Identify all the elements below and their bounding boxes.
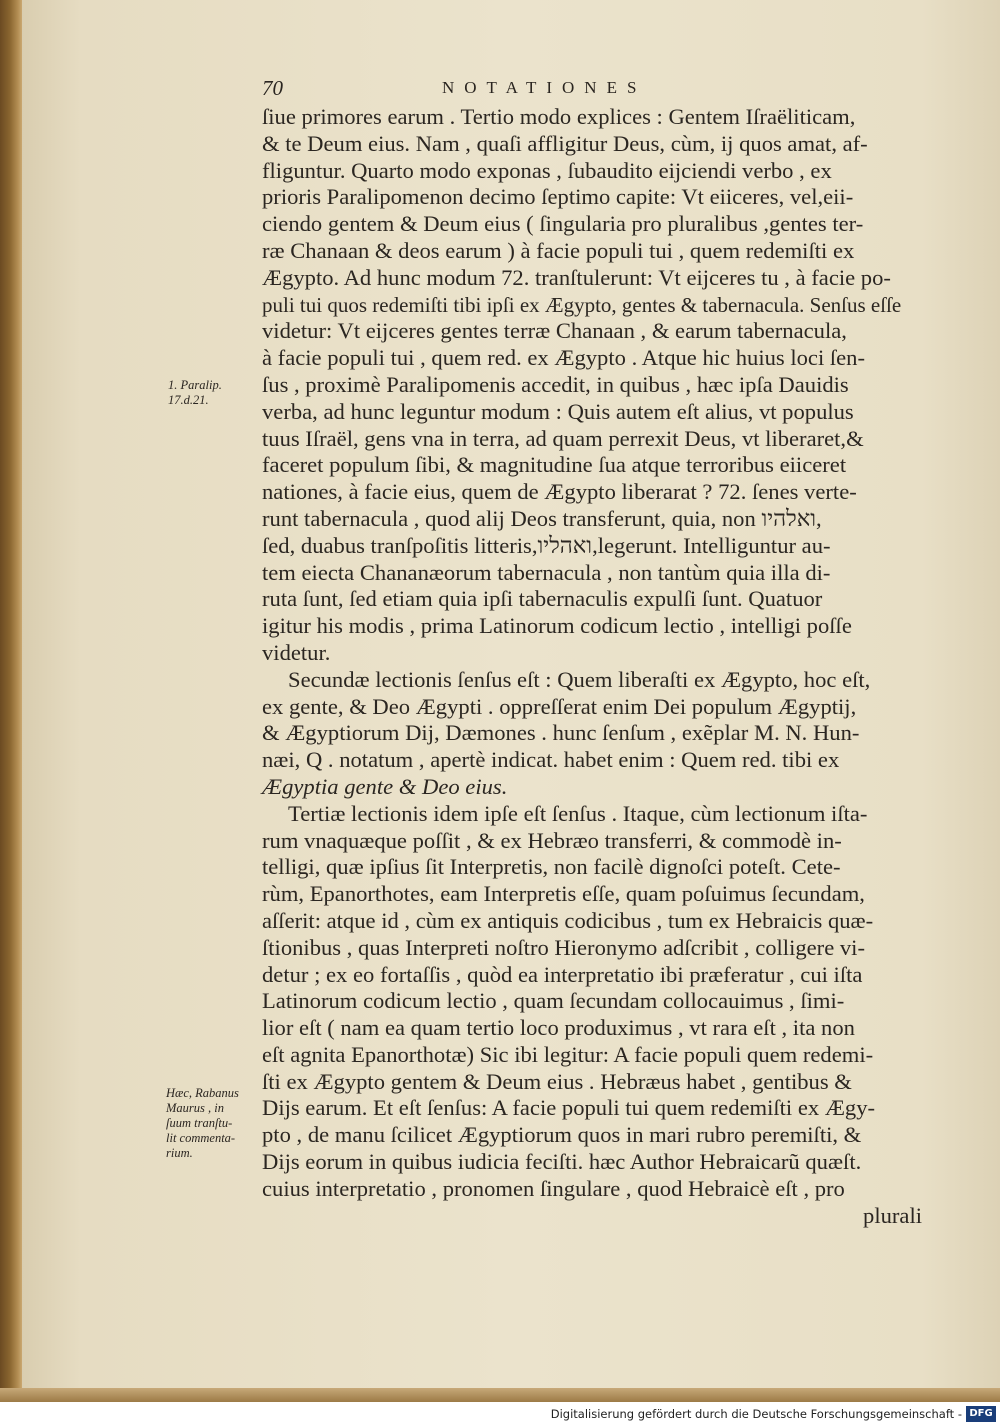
margin-note-line: 17.d.21. [168,393,209,407]
text-line: pto , de manu ſcilicet Ægyptiorum quos in mari rubro peremiſti, & [262,1122,862,1148]
text-line: Dijs earum. Et eſt ſenſus: A facie populi tui quem redemiſti ex Ægy- [262,1095,876,1121]
margin-note-paralip [168,378,222,408]
margin-note-line: lit commenta- [166,1131,236,1145]
text-line: & Ægyptiorum Dij, Dæmones . hunc ſenſum , exẽplar M. N. Hun- [262,720,860,746]
text-line: detur ; ex eo fortaſſis , quòd ea interpretatio ibi præferatur , cui iſta [262,961,863,987]
dfg-logo: DFG [966,1406,996,1422]
text-line: tuus Iſraël, gens vna in terra, ad quam perrexit Deus, vt liberaret,& [262,425,864,451]
catchword: plurali [863,1202,922,1228]
text-line: Secundæ lectionis ſenſus eſt : Quem liberaſti ex Ægypto, hoc eſt, [288,666,871,692]
text-line: ruta ſunt, ſed etiam quia ipſi tabernaculis expulſi ſunt. Quatuor [262,586,823,612]
text-line: ræ Chanaan & deos earum ) à facie populi tui , quem redemiſti ex [262,237,855,263]
text-line: faceret populum ſibi, & magnitudine ſua atque terroribus eiiceret [262,452,847,478]
margin-note-line: Maurus , in [166,1101,224,1115]
text-line: ſti ex Ægypto gentem & Deum eius . Hebræus habet , gentibus & [262,1068,852,1094]
text-line: puli tui quos redemiſti tibi ipſi ex Ægypto, gentes & tabernacula. Senſus eſſe [262,292,902,317]
page-header [262,76,922,104]
margin-note-line: Hæc, Rabanus [166,1086,239,1100]
text-line: eſt agnita Epanorthotæ) Sic ibi legitur: A facie populi quem redemi- [262,1041,874,1067]
text-line: lior eſt ( nam ea quam tertio loco produximus , vt rara eſt , ita non [262,1015,855,1041]
text-line: ſtionibus , quas Interpreti noſtro Hieronymo adſcribit , colligere vi- [262,934,865,960]
text-line: ſiue primores earum . Tertio modo explices : Gentem Iſraëliticam, [262,104,856,129]
text-line: verba, ad hunc leguntur modum : Quis autem eſt alius, vt populus [262,398,854,424]
text-line: prioris Paralipomenon decimo ſeptimo capite: Vt eiiceres, vel,eii- [262,184,854,210]
text-line: cuius interpretatio , pronomen ſingulare , quod Hebraicè eſt , pro [262,1175,845,1201]
footer-credit: Digitalisierung gefördert durch die Deutsche Forschungsgemeinschaft - [550,1407,962,1421]
running-head: NOTATIONES [442,78,647,97]
text-line: fliguntur. Quarto modo exponas , ſubaudito eijciendi verbo , ex [262,157,832,183]
text-line: ſed, duabus tranſpoſitis litteris,ואהליו,legerunt. Intelliguntur au- [262,532,831,558]
main-text-block [262,104,922,1229]
text-line: videtur: Vt eijceres gentes terræ Chanaan , & earum tabernacula, [262,318,847,344]
margin-note-line: rium. [166,1146,193,1160]
footer-bar [0,1402,1000,1427]
text-line: ciendo gentem & Deum eius ( ſingularia pro pluralibus ,gentes ter- [262,211,864,237]
text-line: næi, Q . notatum , apertè indicat. habet enim : Quem red. tibi ex [262,747,840,773]
text-line: telligi, quæ ipſius ſit Interpretis, non facilè dignoſci poteſt. Cete- [262,854,841,880]
text-line: nationes, à facie eius, quem de Ægypto liberarat ? 72. ſenes verte- [262,479,857,505]
text-line: Latinorum codicum lectio , quam ſecundam collocauimus , ſimi- [262,988,845,1014]
text-line: Ægyptia gente & Deo eius. [262,773,508,799]
margin-note-rabanus [166,1086,239,1161]
page-number: 70 [262,76,283,100]
text-line: rùm, Epanorthotes, eam Interpretis eſſe, quam poſuimus ſecundam, [262,881,865,907]
book-binding-edge [0,0,22,1400]
margin-note-line: 1. Paralip. [168,378,222,392]
text-line: ex gente, & Deo Ægypti . oppreſſerat enim Dei populum Ægyptij, [262,693,857,719]
text-line: Tertiæ lectionis idem ipſe eſt ſenſus . Itaque, cùm lectionum iſta- [288,800,868,826]
text-line: runt tabernacula , quod alij Deos transferunt, quia, non ואלהיו, [262,505,822,531]
text-line: ſus , proximè Paralipomenis accedit, in quibus , hæc ipſa Dauidis [262,371,849,397]
text-line: à facie populi tui , quem red. ex Ægypto . Atque hic huius loci ſen- [262,345,865,371]
text-line: Ægypto. Ad hunc modum 72. tranſtulerunt: Vt eijceres tu , à facie po- [262,264,891,290]
text-line: & te Deum eius. Nam , quaſi affligitur Deus, cùm, ij quos amat, af- [262,130,868,156]
text-line: videtur. [262,639,331,665]
text-line: rum vnaquæque poſſit , & ex Hebræo transferri, & commodè in- [262,827,842,853]
text-line: igitur his modis , prima Latinorum codicum lectio , intelligi poſſe [262,613,852,639]
margin-note-line: ſuum tranſtu- [166,1116,233,1130]
book-bottom-edge [0,1388,1000,1402]
text-line: Dijs eorum in quibus iudicia feciſti. hæc Author Hebraicarũ quæſt. [262,1149,862,1175]
text-line: tem eiecta Chananæorum tabernacula , non tantùm quia illa di- [262,559,831,585]
text-line: aſſerit: atque id , cùm ex antiquis codicibus , tum ex Hebraicis quæ- [262,907,874,933]
